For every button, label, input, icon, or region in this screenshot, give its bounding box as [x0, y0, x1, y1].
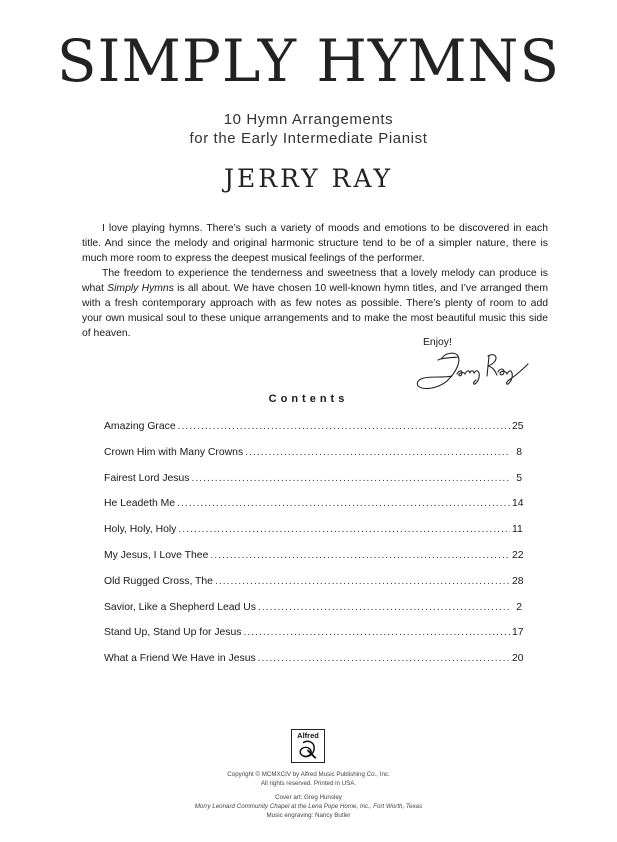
toc-page: 20 — [512, 653, 524, 665]
book-title: SIMPLY HYMNS — [56, 27, 561, 95]
toc-leader — [258, 653, 510, 664]
toc-title: Old Rugged Cross, The — [104, 575, 213, 587]
engraving-credit: Music engraving: Nancy Butler — [266, 812, 351, 819]
toc-page: 22 — [512, 549, 524, 561]
music-note-icon — [292, 730, 323, 761]
toc-leader — [191, 473, 510, 484]
rights-line: All rights reserved. Printed in USA. — [260, 780, 357, 787]
contents-heading: Contents — [268, 393, 349, 405]
toc-entry — [104, 653, 522, 679]
toc-entry — [104, 550, 522, 576]
toc-page: 2 — [516, 601, 522, 613]
toc-title: My Jesus, I Love Thee — [104, 549, 209, 561]
intro-p2-end: is all about. We have chosen 10 well-known hymn titles, and I’ve arranged them with a fresh contemporary approach with as few notes as possible. There’s plenty of room to add your own musical soul to these unique arrangements and to make the most beautiful music this side of heaven. — [82, 283, 548, 339]
intro-paragraph-2 — [82, 266, 548, 341]
toc-title: He Leadeth Me — [104, 498, 176, 510]
intro-book-title: Simply Hymns — [107, 283, 174, 294]
toc-page: 11 — [512, 524, 523, 536]
publisher-logo — [291, 729, 325, 763]
toc-leader — [258, 602, 510, 613]
toc-leader — [210, 550, 510, 561]
author-name: JERRY RAY — [224, 164, 393, 193]
toc-entry — [104, 473, 522, 499]
subtitle-line-1: 10 Hymn Arrangements — [223, 111, 394, 128]
introduction — [82, 221, 548, 341]
toc-page: 25 — [512, 421, 524, 432]
toc-leader — [215, 576, 510, 587]
toc-page: 5 — [516, 472, 522, 484]
publisher-logo-text: Alfred — [297, 731, 319, 740]
toc-title: Savior, Like a Shepherd Lead Us — [104, 601, 256, 613]
toc-entry — [104, 524, 522, 550]
closing-text: Enjoy! — [423, 337, 452, 348]
toc-entry — [104, 498, 522, 524]
signature-image — [412, 350, 534, 394]
toc-leader — [178, 421, 510, 432]
toc-entry — [104, 576, 522, 602]
toc-title: Fairest Lord Jesus — [104, 472, 190, 484]
toc-title: Holy, Holy, Holy — [104, 524, 177, 536]
toc-page: 8 — [516, 446, 522, 458]
toc-title: Amazing Grace — [104, 421, 176, 432]
toc-page: 14 — [512, 498, 524, 510]
toc-entry — [104, 421, 522, 447]
copyright-line: Copyright © MCMXCIV by Alfred Music Publishing Co., Inc. — [227, 771, 390, 778]
toc-leader — [243, 627, 510, 638]
toc-entry — [104, 602, 522, 628]
table-of-contents — [104, 421, 522, 679]
cover-art-credit: Cover art: Greg Hunsley — [275, 794, 342, 801]
toc-title: What a Friend We Have in Jesus — [104, 653, 256, 665]
chapel-credit: Morry Leonard Community Chapel at the Lena Pope Home, Inc., Fort Worth, Texas — [194, 803, 423, 810]
toc-title: Crown Him with Many Crowns — [104, 446, 244, 458]
intro-p2-start: The freedom to experience the tenderness and sweetness that a lovely melody can produce is what — [82, 268, 548, 294]
toc-page: 28 — [512, 575, 524, 587]
toc-leader — [177, 498, 510, 509]
intro-paragraph-1: I love playing hymns. There’s such a variety of moods and emotions to be discovered in each title. And since the melody and original harmonic structure tend to be of a simpler nature, there is much more room to express the deepest musical feelings of the performer. — [82, 223, 548, 264]
toc-leader — [178, 524, 510, 535]
toc-page: 17 — [512, 627, 524, 639]
toc-title: Stand Up, Stand Up for Jesus — [104, 627, 242, 639]
subtitle-line-2: for the Early Intermediate Pianist — [189, 130, 428, 147]
toc-leader — [245, 447, 510, 458]
toc-entry — [104, 447, 522, 473]
toc-entry — [104, 627, 522, 653]
